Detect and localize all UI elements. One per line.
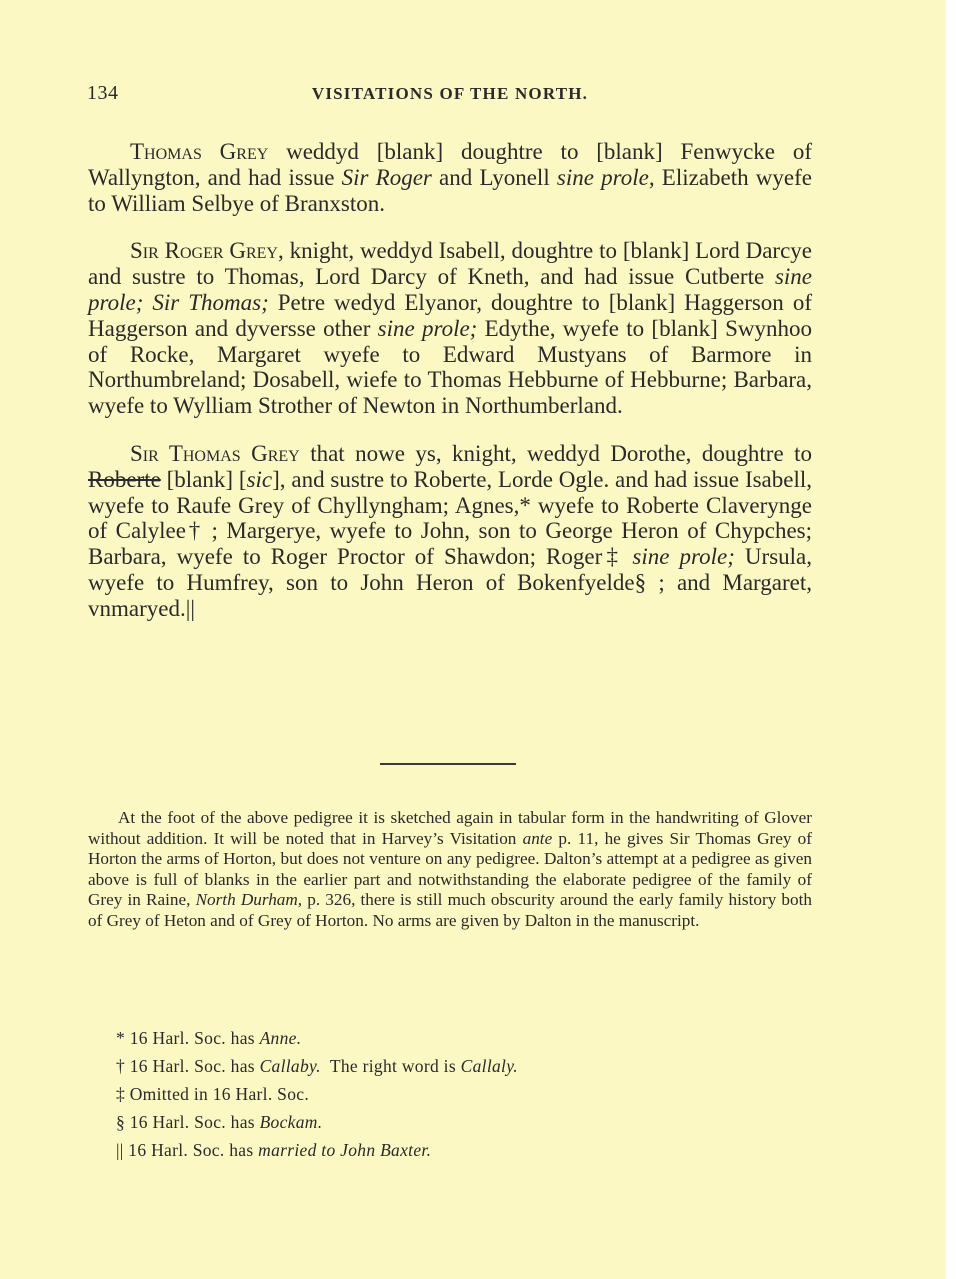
italic-text: sine prole; bbox=[632, 544, 735, 570]
footnote-text: 16 Harl. Soc. has bbox=[129, 1056, 260, 1076]
footnote-mark: § bbox=[116, 1112, 130, 1132]
paragraph-sir-roger-grey bbox=[88, 238, 812, 419]
footnote-text: 16 Harl. Soc. has bbox=[129, 1028, 260, 1048]
footnote-text: 16 Harl. Soc. has bbox=[129, 1112, 260, 1132]
person-name: Sir Thomas Grey bbox=[130, 440, 300, 466]
person-name: Thomas Grey bbox=[130, 139, 269, 164]
italic-text: Anne. bbox=[259, 1028, 302, 1048]
page-number: 134 bbox=[87, 82, 119, 104]
italic-text: North Durham, bbox=[195, 890, 303, 910]
struck-text: Roberte bbox=[88, 466, 161, 492]
paragraph-text: ], and sustre to Roberte, Lorde Ogle. and had issue Isabell, wyefe to Raufe Grey of Chyllyngham; Agnes,* wyefe to Roberte Claverynge of Calylee† ; Margerye, wyefe to John, son to George Heron of Chypches; Barbara, wyefe to Roger Proctor of Shawdon; Roger‡ bbox=[88, 466, 813, 570]
italic-text: Callaly. bbox=[460, 1056, 518, 1076]
footnote-text: Omitted in 16 Harl. Soc. bbox=[129, 1084, 309, 1104]
paragraph-text: that nowe ys, knight, weddyd Dorothe, doughtre to bbox=[299, 440, 812, 466]
running-title: VISITATIONS OF THE NORTH. bbox=[311, 84, 589, 103]
paragraph-text: weddyd [blank] doughtre to [blank] Fenwycke of Wallyngton, and had issue bbox=[88, 139, 812, 190]
footnote bbox=[116, 1108, 796, 1136]
footnote bbox=[116, 1052, 796, 1080]
paragraph-thomas-grey bbox=[88, 139, 812, 216]
paragraph-text: Ursula, wyefe to Humfrey, son to John Heron of Bokenfyelde§ ; and Margaret, vnmaryed.|| bbox=[88, 544, 812, 621]
italic-text: married to John Baxter. bbox=[258, 1140, 432, 1160]
paragraph-text: Elizabeth wyefe to William Selbye of Branxston. bbox=[88, 164, 812, 216]
italic-text: sine prole; Sir Thomas; bbox=[88, 264, 812, 315]
footnote-mark: † bbox=[116, 1056, 130, 1076]
italic-text: Callaby. bbox=[259, 1056, 321, 1076]
note-text: At the foot of the above pedigree it is sketched again in tabular form in the handwriting of Glover without addition. It will be noted that in Harvey’s Visitation bbox=[88, 808, 812, 848]
paragraph-text: , knight, weddyd Isabell, doughtre to [blank] Lord Darcye and sustre to Thomas, Lord Darcy of Kneth, and had issue Cutberte bbox=[88, 238, 813, 290]
footnote-text: The right word is bbox=[320, 1056, 461, 1076]
italic-text: sine prole, bbox=[556, 164, 655, 190]
italic-text: Sir Roger bbox=[341, 164, 432, 190]
running-head bbox=[87, 82, 813, 112]
section-divider bbox=[380, 763, 516, 765]
footnote-mark: ‡ bbox=[116, 1084, 130, 1104]
footnote bbox=[116, 1024, 796, 1052]
footnote-text: 16 Harl. Soc. has bbox=[128, 1140, 259, 1160]
page-edge bbox=[946, 0, 956, 1279]
paragraph-text: and Lyonell bbox=[431, 164, 557, 190]
paragraph-sir-thomas-grey bbox=[88, 441, 812, 622]
paragraph-text: [blank] [ bbox=[160, 466, 247, 492]
footnote bbox=[116, 1080, 796, 1108]
person-name: Sir Roger Grey bbox=[130, 238, 278, 264]
paragraph-text: Petre wedyd Elyanor, doughtre to [blank] Haggerson of Haggerson and dyversse other bbox=[88, 289, 812, 341]
italic-text: ante bbox=[522, 828, 553, 848]
italic-text: sine prole; bbox=[377, 315, 478, 341]
italic-text: sic bbox=[246, 466, 273, 492]
note-text: p. 11, he gives Sir Thomas Grey of Horton the arms of Horton, but does not venture on any pedigree. Dalton’s attempt at a pedigree as given above is full of blanks in the earlier part and notwithstanding the elaborate pedigree of the family of Grey in Raine, bbox=[88, 828, 812, 910]
paragraph-text: Edythe, wyefe to [blank] Swynhoo of Rocke, Margaret wyefe to Edward Mustyans of Barmore in Northumbreland; Dosabell, wiefe to Thomas Hebburne of Hebburne; Barbara, wyefe to Wylliam Strother of Newton in Northumberland. bbox=[88, 315, 813, 419]
footnote bbox=[116, 1136, 796, 1164]
editorial-note bbox=[88, 808, 812, 932]
footnote-mark: || bbox=[116, 1140, 129, 1160]
footnote-mark: * bbox=[116, 1028, 130, 1048]
footnotes bbox=[116, 1024, 796, 1164]
body-text bbox=[88, 139, 812, 644]
italic-text: Bockam. bbox=[259, 1112, 323, 1132]
note-text: p. 326, there is still much obscurity around the early family history both of Grey of Heton and of Grey of Horton. No arms are given by Dalton in the manuscript. bbox=[88, 890, 812, 930]
